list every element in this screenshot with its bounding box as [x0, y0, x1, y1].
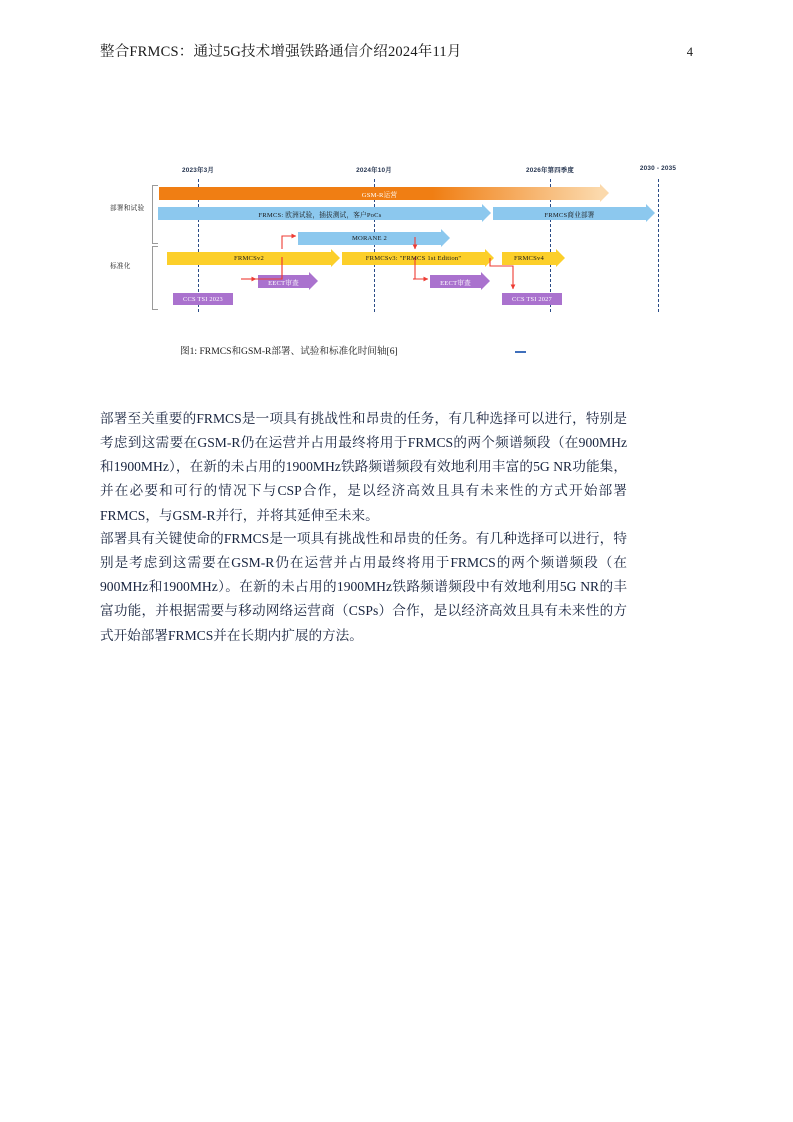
group-label-deployment: 部署和试验 [110, 205, 145, 212]
timeline-tick-label: 2024年10月 [356, 167, 392, 174]
timeline-tick-label: 2026年第四季度 [526, 167, 574, 174]
timeline-chip-ccs-tsi-2023: CCS TSI 2023 [173, 293, 233, 305]
page-number: 4 [686, 45, 693, 59]
bar-label: FRMCSv2 [234, 255, 264, 262]
timeline-gridline [658, 179, 659, 312]
bar-label: MORANE 2 [351, 235, 388, 242]
bar-label: FRMCS商业部署 [544, 211, 595, 219]
bar-label: EECT审查 [268, 279, 299, 287]
figure-caption: 图1: FRMCS和GSM-R部署、试验和标准化时间轴[6] [180, 346, 398, 357]
figure-underscore-mark [515, 351, 526, 353]
timeline-chip-ccs-tsi-2027: CCS TSI 2027 [502, 293, 562, 305]
bar-label: EECT审查 [440, 279, 471, 287]
bar-label: GSM-R运营 [361, 191, 398, 199]
timeline-canvas [110, 165, 677, 315]
header-title: 整合FRMCS：通过5G技术增强铁路通信介绍2024年11月 [100, 44, 462, 60]
group-label-standardization: 标准化 [110, 263, 131, 270]
bar-label: FRMCSv4 [514, 255, 544, 262]
timeline-tick-label: 2030 - 2035 [639, 165, 677, 172]
body-paragraph-2: 部署具有关键使命的FRMCS是一项具有挑战性和昂贵的任务。有几种选择可以进行，特别是考虑到这需要在GSM-R仍在运营并占用最终将用于FRMCS的两个频谱频段（在900MHz和1900MHz）。在新的未占用的1900MHz铁路频谱频段中有效地利用5G NR的丰富功能，并根据需要与移动网络运营商（CSPs）合作，是以经济高效且具有未来性的方式开始部署FRMCS并在长期内扩展的方法。 [100, 530, 627, 643]
figure-timeline [110, 165, 677, 365]
bar-label: FRMCS: 欧洲试验，插拔测试，客户PoCs [258, 211, 382, 219]
bar-label: FRMCSv3: "FRMCS 1st Edition" [365, 255, 462, 262]
body-paragraph-1: 部署至关重要的FRMCS是一项具有挑战性和昂贵的任务，有几种选择可以进行，特别是考虑到这需要在GSM-R仍在运营并占用最终将用于FRMCS的两个频谱频段（在900MHz和1900MHz），在新的未占用的1900MHz铁路频谱频段有效地利用丰富的5G NR功能集，并在必要和可行的情况下与CSP合作，是以经济高效且具有未来性的方式开始部署FRMCS，与GSM-R并行，并将其延伸至未来。 [100, 410, 627, 523]
page-header [100, 40, 693, 61]
timeline-tick-label: 2023年3月 [182, 167, 214, 174]
